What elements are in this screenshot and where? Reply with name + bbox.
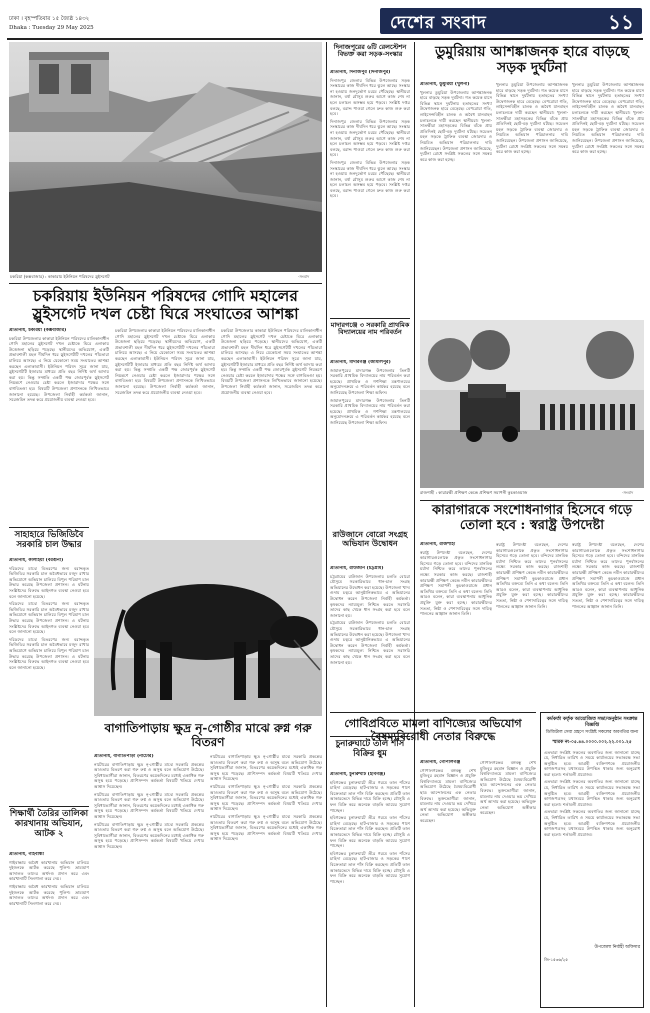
sluice-gate-photo (9, 42, 322, 272)
prison-col-2 (496, 542, 568, 708)
raozan-headline: রাউজানে বোরো সংগ্রহ অভিযান উদ্বোধন (332, 529, 408, 549)
raozan-body-cont: চট্টগ্রামের রাউজান উপজেলায় চলতি বোরো মৌসুমে সরকারিভাবে ধান-চাল সংগ্রহ অভিযানের উদ্বোধন করা হয়েছে। উপজেলা খাদ্য গুদাম চত্বরে আনুষ্ঠানিকভাবে এ অভিযানের উদ্বোধন করেন উপজেলা নির্বাহী কর্মকর্তা। কৃষকদের ন্যায্যমূল্য নিশ্চিত করতে সরাসরি তাদের কাছ থেকে ধান সংগ্রহ করা হবে বলে জানানো হয়। (330, 620, 410, 665)
divider-mid-left (326, 42, 327, 1007)
bagatipara-article (94, 754, 322, 1008)
masthead-rule (7, 38, 643, 40)
divider-gobiprobi (330, 712, 536, 713)
dinajpur-headline: দিনাজপুরের ৬টি রেলস্টেশন বিভক্ত করা সড়ক-সংস্কার (333, 43, 407, 59)
chakoria-byline: প্রতিনিধি, চকরিয়া (কক্সবাজার) (9, 328, 67, 333)
chakoria-body-3: চকরিয়া উপজেলার কাকারা ইউনিয়ন পরিষদের মালিকানাধীন গোদি মহালের স্লুইসগেট দখল চেষ্টাকে ঘিরে এলাকায় উত্তেজনা ছড়িয়ে পড়েছে। স্থানীয়দের অভিযোগ, একটি প্রভাবশালী মহল দীর্ঘদিন ধরে স্লুইসগেটটি দখলের পাঁয়তারা চালিয়ে আসছে। এ নিয়ে যেকোনো সময় সংঘাতের আশঙ্কা করছেন এলাকাবাসী। ইউনিয়ন পরিষদ সূত্রে জানা যায়, স্লুইসগেটটি ইজারার মাধ্যমে প্রতি বছর নির্দিষ্ট অর্থ আদায় করা হয়। কিন্তু সম্প্রতি একটি পক্ষ জোরপূর্বক স্লুইসগেট নিয়ন্ত্রণে নেওয়ার চেষ্টা করলে ইজারাদার পক্ষের সঙ্গে বাগবিতণ্ডা হয়। বিষয়টি উপজেলা প্রশাসনকে লিখিতভাবে জানানো হয়েছে। উপজেলা নির্বাহী কর্মকর্তা জানান, সরেজমিন তদন্ত করে প্রয়োজনীয় ব্যবস্থা নেওয়া হবে। (221, 328, 322, 395)
prison-headline: কারাগারকে সংশোধনাগার হিসেবে গড়ে তোলা হবে : স্বরাষ্ট্র উপদেষ্টা (431, 503, 633, 533)
notice-title: কর্মকর্তা কর্তৃক আয়োজিত সভা/অনুষ্ঠান সংক্রান্ত বিজ্ঞপ্তি (546, 716, 638, 728)
gobiprobi-headline: গোবিপ্রবিতে মামলা বাণিজ্যের অভিযোগ বৈষম্যবিরোধী নেতার বিরুদ্ধে (344, 717, 522, 743)
dinajpur-byline: প্রতিনিধি, দিনাজপুর (দিনাজপুর) (330, 70, 391, 75)
chakoria-col-1 (9, 328, 109, 526)
sahapur-article (9, 558, 89, 806)
madaripur-body-cont: জামালপুরের মাদারগঞ্জ উপজেলার তিনটি সরকারি প্রাথমিক বিদ্যালয়ের নাম পরিবর্তন করা হয়েছে। প্রাথমিক ও গণশিক্ষা মন্ত্রণালয়ের অনুমোদনক্রমে এ পরিবর্তন কার্যকর হয়েছে বলে জানিয়েছে উপজেলা শিক্ষা অফিস। (330, 397, 410, 425)
raozan-byline: প্রতিনিধি, রাউজান (চট্টগ্রাম) (330, 566, 384, 571)
bagatipara-col-2 (210, 754, 322, 1008)
chunarughat-byline: প্রতিনিধি, চুনারুঘাট (হবিগঞ্জ) (330, 772, 386, 777)
government-notice (540, 712, 644, 1008)
notice-footer: জি-১৫৩৬/২৫ (544, 956, 569, 962)
dumuria-body-1: খুলনার ডুমুরিয়া উপজেলায় আশঙ্কাজনক হারে বাড়ছে সড়ক দুর্ঘটনা। গত কয়েক মাসে বিভিন্ন স্থানে দুর্ঘটনায় হতাহতের সংখ্যা উদ্বেগজনক হারে বেড়েছে। বেপরোয়া গতি, লাইসেন্সবিহীন চালক ও অবৈধ যানবাহন চলাচলকে দায়ী করছেন স্থানীয়রা। খুলনা-সাতক্ষীরা মহাসড়কের বিভিন্ন বাঁকে প্রায় প্রতিদিনই ছোট-বড় দুর্ঘটনা ঘটছে। সচেতন মহল সড়কে ট্রাফিক ব্যবস্থা জোরদার ও নিয়মিত অভিযান পরিচালনার দাবি জানিয়েছেন। উপজেলা প্রশাসন জানিয়েছে, দুর্ঘটনা রোধে সংশ্লিষ্ট সকলের সঙ্গে সমন্বয় করে কাজ করা হচ্ছে। (420, 89, 492, 162)
chakoria-article (9, 328, 322, 526)
chakoria-body-2: চকরিয়া উপজেলার কাকারা ইউনিয়ন পরিষদের মালিকানাধীন গোদি মহালের স্লুইসগেট দখল চেষ্টাকে ঘিরে এলাকায় উত্তেজনা ছড়িয়ে পড়েছে। স্থানীয়দের অভিযোগ, একটি প্রভাবশালী মহল দীর্ঘদিন ধরে স্লুইসগেটটি দখলের পাঁয়তারা চালিয়ে আসছে। এ নিয়ে যেকোনো সময় সংঘাতের আশঙ্কা করছেন এলাকাবাসী। ইউনিয়ন পরিষদ সূত্রে জানা যায়, স্লুইসগেটটি ইজারার মাধ্যমে প্রতি বছর নির্দিষ্ট অর্থ আদায় করা হয়। কিন্তু সম্প্রতি একটি পক্ষ জোরপূর্বক স্লুইসগেট নিয়ন্ত্রণে নেওয়ার চেষ্টা করলে ইজারাদার পক্ষের সঙ্গে বাগবিতণ্ডা হয়। বিষয়টি উপজেলা প্রশাসনকে লিখিতভাবে জানানো হয়েছে। উপজেলা নির্বাহী কর্মকর্তা জানান, সরেজমিন তদন্ত করে প্রয়োজনীয় ব্যবস্থা নেওয়া হবে। (115, 328, 215, 395)
gobiprobi-col-1 (420, 760, 476, 1008)
school-list-article (9, 852, 89, 1007)
notice-body (544, 750, 640, 940)
prison-body-2: স্বরাষ্ট্র উপদেষ্টা বলেছেন, দেশের কারাগারগুলোকে প্রকৃত সংশোধনাগার হিসেবে গড়ে তোলা হবে। বন্দিদের মানবিক মর্যাদা নিশ্চিত করে তাদের পুনর্বাসনের লক্ষ্যে সরকার কাজ করছে। রাজশাহী কারারক্ষী প্রশিক্ষণ কেন্দ্রে নবীন কারারক্ষীদের প্রশিক্ষণ সমাপনী কুচকাওয়াজে প্রধান অতিথির বক্তব্যে তিনি এ কথা বলেন। তিনি আরও বলেন, কারা ব্যবস্থাপনায় আধুনিক প্রযুক্তি যুক্ত করা হচ্ছে। কারারক্ষীদের সততা, নিষ্ঠা ও পেশাদারিত্বের সঙ্গে দায়িত্ব পালনের আহ্বান জানান তিনি। (496, 542, 568, 609)
prison-body-3: স্বরাষ্ট্র উপদেষ্টা বলেছেন, দেশের কারাগারগুলোকে প্রকৃত সংশোধনাগার হিসেবে গড়ে তোলা হবে। বন্দিদের মানবিক মর্যাদা নিশ্চিত করে তাদের পুনর্বাসনের লক্ষ্যে সরকার কাজ করছে। রাজশাহী কারারক্ষী প্রশিক্ষণ কেন্দ্রে নবীন কারারক্ষীদের প্রশিক্ষণ সমাপনী কুচকাওয়াজে প্রধান অতিথির বক্তব্যে তিনি এ কথা বলেন। তিনি আরও বলেন, কারা ব্যবস্থাপনায় আধুনিক প্রযুক্তি যুক্ত করা হচ্ছে। কারারক্ষীদের সততা, নিষ্ঠা ও পেশাদারিত্বের সঙ্গে দায়িত্ব পালনের আহ্বান জানান তিনি। (572, 542, 644, 609)
bagatipara-body-2: নাটোরের বাগাতিপাড়ায় ক্ষুদ্র নৃ-গোষ্ঠীর মাঝে সরকারি প্রকল্পের আওতায় বিতরণ করা গরু রুগ্ন ও অসুস্থ বলে অভিযোগ উঠেছে। সুবিধাভোগীরা জানান, বিতরণের কয়েকদিনের মধ্যেই একাধিক গরু অসুস্থ হয়ে পড়েছে। প্রাণিসম্পদ কর্মকর্তা বিষয়টি খতিয়ে দেখার আশ্বাস দিয়েছেন। (210, 754, 322, 782)
sahapur-byline: প্রতিনিধি, কালাইয়া (বরগুনা) (9, 558, 64, 563)
sahapur-body-cont2: দরিদ্রদের মাঝে বিতরণের জন্য বরাদ্দকৃত ভিজিডির সরকারি চাল অবৈধভাবে মজুদ রাখার অভিযোগে অভিযান চালিয়ে বিপুল পরিমাণ চাল উদ্ধার করেছে উপজেলা প্রশাসন। এ ঘটনায় সংশ্লিষ্টদের বিরুদ্ধে আইনগত ব্যবস্থা নেওয়া হবে বলে জানানো হয়েছে। (9, 636, 89, 670)
sahapur-body-cont: দরিদ্রদের মাঝে বিতরণের জন্য বরাদ্দকৃত ভিজিডির সরকারি চাল অবৈধভাবে মজুদ রাখার অভিযোগে অভিযান চালিয়ে বিপুল পরিমাণ চাল উদ্ধার করেছে উপজেলা প্রশাসন। এ ঘটনায় সংশ্লিষ্টদের বিরুদ্ধে আইনগত ব্যবস্থা নেওয়া হবে বলে জানানো হয়েছে। (9, 601, 89, 635)
bagatipara-headline: বাগাতিপাড়ায় ক্ষুদ্র নৃ-গোষ্ঠীর মাঝে রুগ্ন গরু বিতরণ (104, 721, 312, 749)
dinajpur-body-cont2: দিনাজপুর জেলার বিভিন্ন উপজেলার সড়ক সংস্কারের কাজ দীর্ঘদিন ধরে ঝুলে আছে। সংস্কার না হওয়ায় জনদুর্ভোগ চরমে পৌঁছেছে। স্থানীয়রা জানান, বর্ষা মৌসুম শুরুর আগে কাজ শেষ না হলে চলাচল অসম্ভব হয়ে পড়বে। সংশ্লিষ্ট দপ্তর বলছে, বরাদ্দ পাওয়া গেলে দ্রুত কাজ শুরু করা হবে। (330, 159, 410, 199)
bagatipara-body-2c: নাটোরের বাগাতিপাড়ায় ক্ষুদ্র নৃ-গোষ্ঠীর মাঝে সরকারি প্রকল্পের আওতায় বিতরণ করা গরু রুগ্ন ও অসুস্থ বলে অভিযোগ উঠেছে। সুবিধাভোগীরা জানান, বিতরণের কয়েকদিনের মধ্যেই একাধিক গরু অসুস্থ হয়ে পড়েছে। প্রাণিসম্পদ কর্মকর্তা বিষয়টি খতিয়ে দেখার আশ্বাস দিয়েছেন। (210, 813, 322, 842)
madaripur-article (330, 360, 410, 478)
school-list-body-cont: গাইবান্ধায় অবৈধ কারখানায় অভিযান চালিয়ে দুইজনকে আটক করেছে পুলিশ। ভ্রাম্যমাণ আদালত তাদের অর্থদণ্ড প্রদান করে এবং কারখানাটি সিলগালা করে দেয়। (9, 883, 89, 906)
raozan-article (330, 566, 410, 732)
notice-memo: স্মারক নং-০৫.৪৪.০০০০.০০২.২২.০০১.২৫ (552, 739, 632, 745)
raozan-body: চট্টগ্রামের রাউজান উপজেলায় চলতি বোরো মৌসুমে সরকারিভাবে ধান-চাল সংগ্রহ অভিযানের উদ্বোধন করা হয়েছে। উপজেলা খাদ্য গুদাম চত্বরে আনুষ্ঠানিকভাবে এ অভিযানের উদ্বোধন করেন উপজেলা নির্বাহী কর্মকর্তা। কৃষকদের ন্যায্যমূল্য নিশ্চিত করতে সরাসরি তাদের কাছ থেকে ধান সংগ্রহ করা হবে বলে জানানো হয়। (330, 573, 410, 618)
bagatipara-body-cont: নাটোরের বাগাতিপাড়ায় ক্ষুদ্র নৃ-গোষ্ঠীর মাঝে সরকারি প্রকল্পের আওতায় বিতরণ করা গরু রুগ্ন ও অসুস্থ বলে অভিযোগ উঠেছে। সুবিধাভোগীরা জানান, বিতরণের কয়েকদিনের মধ্যেই একাধিক গরু অসুস্থ হয়ে পড়েছে। প্রাণিসম্পদ কর্মকর্তা বিষয়টি খতিয়ে দেখার আশ্বাস দিয়েছেন। (94, 791, 204, 819)
school-list-headline: শিক্ষার্থী তৈরির তালিকা কারখানায় অভিযান, আটক ২ (9, 809, 89, 839)
chunarughat-body-cont: হবিগঞ্জের চুনারুঘাটে তীব্র গরমে তাল শাঁসের চাহিদা বেড়েছে। হাট-বাজার ও সড়কের পাশে বিক্রেতারা তাল শাঁস বিক্রি করছেন। প্রতিটি তাল আকারভেদে বিভিন্ন দামে বিক্রি হচ্ছে। মৌসুমি এ ফল বিক্রি করে অনেকে বাড়তি আয়ের সুযোগ পাচ্ছেন। (330, 815, 410, 849)
chakoria-photo-caption: চকরিয়া (কক্সবাজার) : কাকারায় ইউনিয়ন পরিষদের স্লুইসগেট (10, 274, 110, 279)
notice-body-2: এতদ্বারা সংশ্লিষ্ট সকলের অবগতির জন্য জানানো যাচ্ছে যে, নির্ধারিত তারিখ ও সময়ে কার্যালয়ের সভাকক্ষে সভা অনুষ্ঠিত হবে। আগ্রহী ব্যক্তিগণকে প্রয়োজনীয় কাগজপত্রসহ যথাসময়ে উপস্থিত থাকার জন্য অনুরোধ করা হলো। শর্তাবলী প্রযোজ্য। (544, 779, 640, 807)
dinajpur-article (330, 70, 410, 314)
bagatipara-body: নাটোরের বাগাতিপাড়ায় ক্ষুদ্র নৃ-গোষ্ঠীর মাঝে সরকারি প্রকল্পের আওতায় বিতরণ করা গরু রুগ্ন ও অসুস্থ বলে অভিযোগ উঠেছে। সুবিধাভোগীরা জানান, বিতরণের কয়েকদিনের মধ্যেই একাধিক গরু অসুস্থ হয়ে পড়েছে। প্রাণিসম্পদ কর্মকর্তা বিষয়টি খতিয়ে দেখার আশ্বাস দিয়েছেন। (94, 761, 204, 789)
divider-madaripur (330, 318, 410, 319)
bagatipara-byline: প্রতিনিধি, বাগাতিপাড়া (নাটোর) (94, 754, 154, 759)
dumuria-byline: প্রতিনিধি, ডুমুরিয়া (খুলনা) (420, 82, 470, 87)
madaripur-byline: প্রতিনিধি, মাদারগঞ্জ (জামালপুর) (330, 360, 391, 365)
notice-body-1: এতদ্বারা সংশ্লিষ্ট সকলের অবগতির জন্য জানানো যাচ্ছে যে, নির্ধারিত তারিখ ও সময়ে কার্যালয়ের সভাকক্ষে সভা অনুষ্ঠিত হবে। আগ্রহী ব্যক্তিগণকে প্রয়োজনীয় কাগজপত্রসহ যথাসময়ে উপস্থিত থাকার জন্য অনুরোধ করা হলো। শর্তাবলী প্রযোজ্য। (544, 749, 640, 777)
gobiprobi-article (420, 760, 536, 1008)
prison-photo-caption: রাজশাহী : কারারক্ষী প্রশিক্ষণ কেন্দ্রে প্রশিক্ষণ সমাপনী কুচকাওয়াজ (420, 490, 528, 495)
bagatipara-body-2b: নাটোরের বাগাতিপাড়ায় ক্ষুদ্র নৃ-গোষ্ঠীর মাঝে সরকারি প্রকল্পের আওতায় বিতরণ করা গরু রুগ্ন ও অসুস্থ বলে অভিযোগ উঠেছে। সুবিধাভোগীরা জানান, বিতরণের কয়েকদিনের মধ্যেই একাধিক গরু অসুস্থ হয়ে পড়েছে। প্রাণিসম্পদ কর্মকর্তা বিষয়টি খতিয়ে দেখার আশ্বাস দিয়েছেন। (210, 783, 322, 812)
school-list-byline: প্রতিনিধি, গাইবান্ধা (9, 852, 44, 857)
masthead-date (9, 16, 209, 31)
prison-col-3 (572, 542, 644, 708)
sahapur-body: দরিদ্রদের মাঝে বিতরণের জন্য বরাদ্দকৃত ভিজিডির সরকারি চাল অবৈধভাবে মজুদ রাখার অভিযোগে অভিযান চালিয়ে বিপুল পরিমাণ চাল উদ্ধার করেছে উপজেলা প্রশাসন। এ ঘটনায় সংশ্লিষ্টদের বিরুদ্ধে আইনগত ব্যবস্থা নেওয়া হবে বলে জানানো হয়েছে। (9, 565, 89, 599)
divider-right-area (414, 42, 415, 1007)
dinajpur-body-cont: দিনাজপুর জেলার বিভিন্ন উপজেলার সড়ক সংস্কারের কাজ দীর্ঘদিন ধরে ঝুলে আছে। সংস্কার না হওয়ায় জনদুর্ভোগ চরমে পৌঁছেছে। স্থানীয়রা জানান, বর্ষা মৌসুম শুরুর আগে কাজ শেষ না হলে চলাচল অসম্ভব হয়ে পড়বে। সংশ্লিষ্ট দপ্তর বলছে, বরাদ্দ পাওয়া গেলে দ্রুত কাজ শুরু করা হবে। (330, 118, 410, 158)
divider-chakoria-top (9, 283, 322, 284)
chunarughat-article (330, 772, 410, 1008)
chakoria-photo (9, 42, 322, 272)
dumuria-article (420, 82, 644, 316)
dumuria-col-2 (496, 82, 568, 316)
chakoria-photo-credit: -সংবাদ (298, 274, 310, 279)
prison-photo (420, 320, 644, 488)
dumuria-col-1 (420, 82, 492, 316)
chakoria-body-1: চকরিয়া উপজেলার কাকারা ইউনিয়ন পরিষদের মালিকানাধীন গোদি মহালের স্লুইসগেট দখল চেষ্টাকে ঘিরে এলাকায় উত্তেজনা ছড়িয়ে পড়েছে। স্থানীয়দের অভিযোগ, একটি প্রভাবশালী মহল দীর্ঘদিন ধরে স্লুইসগেটটি দখলের পাঁয়তারা চালিয়ে আসছে। এ নিয়ে যেকোনো সময় সংঘাতের আশঙ্কা করছেন এলাকাবাসী। ইউনিয়ন পরিষদ সূত্রে জানা যায়, স্লুইসগেটটি ইজারার মাধ্যমে প্রতি বছর নির্দিষ্ট অর্থ আদায় করা হয়। কিন্তু সম্প্রতি একটি পক্ষ জোরপূর্বক স্লুইসগেট নিয়ন্ত্রণে নেওয়ার চেষ্টা করলে ইজারাদার পক্ষের সঙ্গে বাগবিতণ্ডা হয়। বিষয়টি উপজেলা প্রশাসনকে লিখিতভাবে জানানো হয়েছে। উপজেলা নির্বাহী কর্মকর্তা জানান, সরেজমিন তদন্ত করে প্রয়োজনীয় ব্যবস্থা নেওয়া হবে। (9, 335, 109, 403)
chunarughat-body-cont2: হবিগঞ্জের চুনারুঘাটে তীব্র গরমে তাল শাঁসের চাহিদা বেড়েছে। হাট-বাজার ও সড়কের পাশে বিক্রেতারা তাল শাঁস বিক্রি করছেন। প্রতিটি তাল আকারভেদে বিভিন্ন দামে বিক্রি হচ্ছে। মৌসুমি এ ফল বিক্রি করে অনেকে বাড়তি আয়ের সুযোগ পাচ্ছেন। (330, 850, 410, 884)
cow-illustration (94, 540, 322, 716)
gobiprobi-body-2: গোপালগঞ্জের বঙ্গবন্ধু শেখ মুজিবুর রহমান বিজ্ঞান ও প্রযুক্তি বিশ্ববিদ্যালয়ে মামলা বাণিজ্যের অভিযোগ উঠেছে বৈষম্যবিরোধী ছাত্র আন্দোলনের এক নেতার বিরুদ্ধে। ভুক্তভোগীরা জানান, মামলায় নাম দেওয়ার ভয় দেখিয়ে অর্থ আদায় করা হয়েছে। অভিযুক্ত নেতা অভিযোগ অস্বীকার করেছেন। (480, 760, 536, 816)
school-list-body: গাইবান্ধায় অবৈধ কারখানায় অভিযান চালিয়ে দুইজনকে আটক করেছে পুলিশ। ভ্রাম্যমাণ আদালত তাদের অর্থদণ্ড প্রদান করে এবং কারখানাটি সিলগালা করে দেয়। (9, 859, 89, 882)
madaripur-body: জামালপুরের মাদারগঞ্জ উপজেলার তিনটি সরকারি প্রাথমিক বিদ্যালয়ের নাম পরিবর্তন করা হয়েছে। প্রাথমিক ও গণশিক্ষা মন্ত্রণালয়ের অনুমোদনক্রমে এ পরিবর্তন কার্যকর হয়েছে বলে জানিয়েছে উপজেলা শিক্ষা অফিস। (330, 367, 410, 395)
gobiprobi-col-2 (480, 760, 536, 1008)
prison-body-1: স্বরাষ্ট্র উপদেষ্টা বলেছেন, দেশের কারাগারগুলোকে প্রকৃত সংশোধনাগার হিসেবে গড়ে তোলা হবে। বন্দিদের মানবিক মর্যাদা নিশ্চিত করে তাদের পুনর্বাসনের লক্ষ্যে সরকার কাজ করছে। রাজশাহী কারারক্ষী প্রশিক্ষণ কেন্দ্রে নবীন কারারক্ষীদের প্রশিক্ষণ সমাপনী কুচকাওয়াজে প্রধান অতিথির বক্তব্যে তিনি এ কথা বলেন। তিনি আরও বলেন, কারা ব্যবস্থাপনায় আধুনিক প্রযুক্তি যুক্ত করা হচ্ছে। কারারক্ষীদের সততা, নিষ্ঠা ও পেশাদারিত্বের সঙ্গে দায়িত্ব পালনের আহ্বান জানান তিনি। (420, 549, 492, 617)
paper-name: দেশের সংবাদ (390, 13, 487, 33)
date-bengali: ঢাকা । বৃহস্পতিবার ১৫ জ্যৈষ্ঠ ১৪৩২ (9, 16, 90, 22)
bagatipara-body-cont2: নাটোরের বাগাতিপাড়ায় ক্ষুদ্র নৃ-গোষ্ঠীর মাঝে সরকারি প্রকল্পের আওতায় বিতরণ করা গরু রুগ্ন ও অসুস্থ বলে অভিযোগ উঠেছে। সুবিধাভোগীরা জানান, বিতরণের কয়েকদিনের মধ্যেই একাধিক গরু অসুস্থ হয়ে পড়েছে। প্রাণিসম্পদ কর্মকর্তা বিষয়টি খতিয়ে দেখার আশ্বাস দিয়েছেন। (94, 821, 204, 849)
bagatipara-col-1 (94, 754, 204, 1008)
chakoria-col-3 (221, 328, 322, 526)
madaripur-headline: মাদারগঞ্জে ৩ সরকারি প্রাথমিক বিদ্যালয়ের নাম পরিবর্তন (330, 321, 410, 337)
masthead-banner (380, 8, 642, 34)
notice-subtitle: ডিজিটাল সেবা গ্রহণে সংশ্লিষ্ট সকলের অবগতির জন্য (545, 730, 639, 735)
dumuria-col-3 (572, 82, 644, 316)
divider-school (9, 806, 89, 807)
dumuria-body-3: খুলনার ডুমুরিয়া উপজেলায় আশঙ্কাজনক হারে বাড়ছে সড়ক দুর্ঘটনা। গত কয়েক মাসে বিভিন্ন স্থানে দুর্ঘটনায় হতাহতের সংখ্যা উদ্বেগজনক হারে বেড়েছে। বেপরোয়া গতি, লাইসেন্সবিহীন চালক ও অবৈধ যানবাহন চলাচলকে দায়ী করছেন স্থানীয়রা। খুলনা-সাতক্ষীরা মহাসড়কের বিভিন্ন বাঁকে প্রায় প্রতিদিনই ছোট-বড় দুর্ঘটনা ঘটছে। সচেতন মহল সড়কে ট্রাফিক ব্যবস্থা জোরদার ও নিয়মিত অভিযান পরিচালনার দাবি জানিয়েছেন। উপজেলা প্রশাসন জানিয়েছে, দুর্ঘটনা রোধে সংশ্লিষ্ট সকলের সঙ্গে সমন্বয় করে কাজ করা হচ্ছে। (572, 82, 644, 155)
gobiprobi-body-1: গোপালগঞ্জের বঙ্গবন্ধু শেখ মুজিবুর রহমান বিজ্ঞান ও প্রযুক্তি বিশ্ববিদ্যালয়ে মামলা বাণিজ্যের অভিযোগ উঠেছে বৈষম্যবিরোধী ছাত্র আন্দোলনের এক নেতার বিরুদ্ধে। ভুক্তভোগীরা জানান, মামলায় নাম দেওয়ার ভয় দেখিয়ে অর্থ আদায় করা হয়েছে। অভিযুক্ত নেতা অভিযোগ অস্বীকার করেছেন। (420, 767, 476, 823)
chakoria-col-2 (115, 328, 215, 526)
masthead (7, 6, 643, 36)
parade-illustration (420, 320, 644, 488)
chunarughat-body: হবিগঞ্জের চুনারুঘাটে তীব্র গরমে তাল শাঁসের চাহিদা বেড়েছে। হাট-বাজার ও সড়কের পাশে বিক্রেতারা তাল শাঁস বিক্রি করছেন। প্রতিটি তাল আকারভেদে বিভিন্ন দামে বিক্রি হচ্ছে। মৌসুমি এ ফল বিক্রি করে অনেকে বাড়তি আয়ের সুযোগ পাচ্ছেন। (330, 779, 410, 813)
notice-body-3: এতদ্বারা সংশ্লিষ্ট সকলের অবগতির জন্য জানানো যাচ্ছে যে, নির্ধারিত তারিখ ও সময়ে কার্যালয়ের সভাকক্ষে সভা অনুষ্ঠিত হবে। আগ্রহী ব্যক্তিগণকে প্রয়োজনীয় কাগজপত্রসহ যথাসময়ে উপস্থিত থাকার জন্য অনুরোধ করা হলো। শর্তাবলী প্রযোজ্য। (544, 809, 640, 837)
dumuria-headline: ডুমুরিয়ায় আশঙ্কাজনক হারে বাড়ছে সড়ক দুর্ঘটনা (435, 44, 629, 77)
date-english: Dhaka : Tuesday 29 May 2025 (9, 25, 94, 31)
prison-byline: প্রতিনিধি, রাজশাহী (420, 542, 456, 547)
prison-article (420, 542, 644, 708)
page-number: ১১ (608, 10, 634, 34)
prison-col-1 (420, 542, 492, 708)
chakoria-headline: চকরিয়ায় ইউনিয়ন পরিষদের গোদি মহালের স্লুইসগেট দখল চেষ্টা ঘিরে সংঘাতের আশঙ্কা (32, 286, 299, 323)
notice-signature: উপজেলা নির্বাহী অফিসার (594, 944, 640, 950)
dinajpur-body: দিনাজপুর জেলার বিভিন্ন উপজেলার সড়ক সংস্কারের কাজ দীর্ঘদিন ধরে ঝুলে আছে। সংস্কার না হওয়ায় জনদুর্ভোগ চরমে পৌঁছেছে। স্থানীয়রা জানান, বর্ষা মৌসুম শুরুর আগে কাজ শেষ না হলে চলাচল অসম্ভব হয়ে পড়বে। সংশ্লিষ্ট দপ্তর বলছে, বরাদ্দ পাওয়া গেলে দ্রুত কাজ শুরু করা হবে। (330, 77, 410, 117)
chunarughat-headline: চুনারুঘাটে তাল শাঁস বিক্রির ধুম (335, 739, 405, 759)
sahapur-headline: সাহাহারে ভিজিডিবৈ সরকারি চাল উদ্ধার (14, 530, 84, 550)
divider-left-col (9, 527, 89, 528)
cow-photo (94, 540, 322, 716)
gobiprobi-byline: প্রতিনিধি, গোপালগঞ্জ (420, 760, 461, 765)
prison-photo-credit: -সংবাদ (622, 490, 634, 495)
divider-prison (420, 500, 644, 501)
dumuria-body-2: খুলনার ডুমুরিয়া উপজেলায় আশঙ্কাজনক হারে বাড়ছে সড়ক দুর্ঘটনা। গত কয়েক মাসে বিভিন্ন স্থানে দুর্ঘটনায় হতাহতের সংখ্যা উদ্বেগজনক হারে বেড়েছে। বেপরোয়া গতি, লাইসেন্সবিহীন চালক ও অবৈধ যানবাহন চলাচলকে দায়ী করছেন স্থানীয়রা। খুলনা-সাতক্ষীরা মহাসড়কের বিভিন্ন বাঁকে প্রায় প্রতিদিনই ছোট-বড় দুর্ঘটনা ঘটছে। সচেতন মহল সড়কে ট্রাফিক ব্যবস্থা জোরদার ও নিয়মিত অভিযান পরিচালনার দাবি জানিয়েছেন। উপজেলা প্রশাসন জানিয়েছে, দুর্ঘটনা রোধে সংশ্লিষ্ট সকলের সঙ্গে সমন্বয় করে কাজ করা হচ্ছে। (496, 82, 568, 155)
